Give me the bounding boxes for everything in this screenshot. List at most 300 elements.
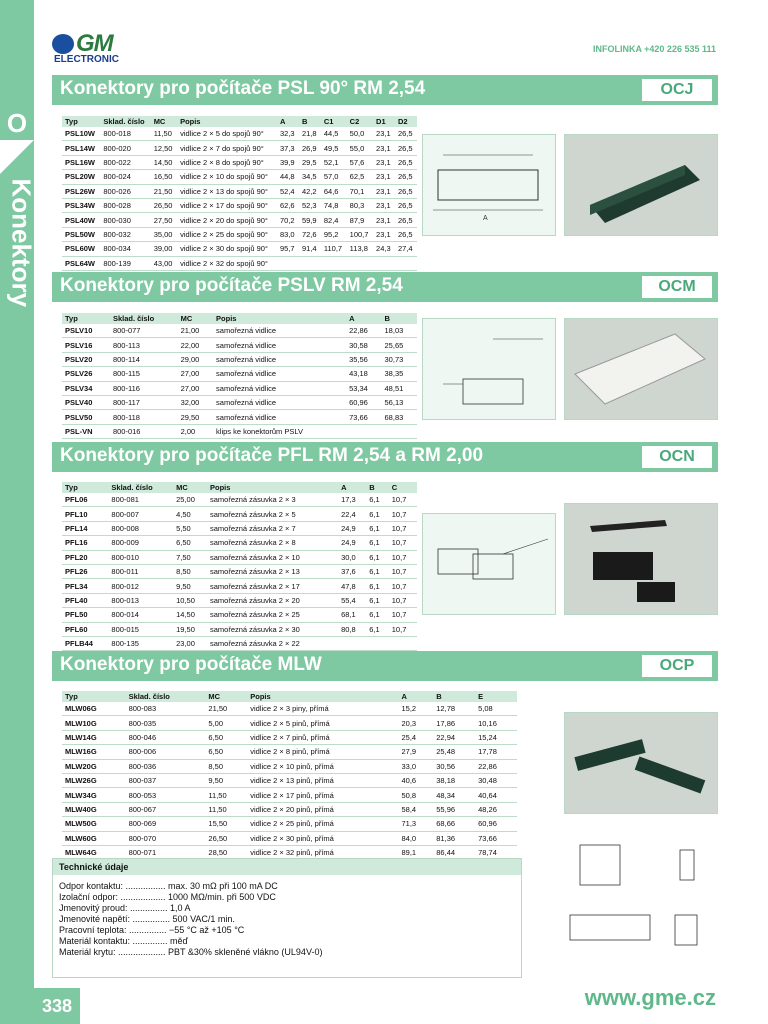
table-cell: 11,50 bbox=[205, 788, 247, 802]
table-cell: MLW20G bbox=[62, 759, 126, 773]
table-cell: 6,1 bbox=[366, 550, 388, 564]
column-header: Popis bbox=[177, 116, 277, 127]
table-cell: samořezná zásuvka 2 × 3 bbox=[207, 493, 338, 507]
sidebar-letter: O bbox=[6, 108, 28, 138]
table-cell: PSLV40 bbox=[62, 395, 110, 409]
column-header: Typ bbox=[62, 691, 126, 702]
section-banner-psl bbox=[52, 75, 718, 105]
column-header: C bbox=[389, 482, 417, 493]
table-cell: vidlice 2 × 25 pinů, přímá bbox=[247, 817, 398, 831]
table-row bbox=[62, 730, 517, 744]
table-cell: 26,5 bbox=[395, 227, 417, 241]
table-cell: 800-015 bbox=[108, 622, 173, 636]
table-row bbox=[62, 338, 417, 352]
infolinka: INFOLINKA +420 226 535 111 bbox=[593, 44, 716, 54]
table-cell: 73,66 bbox=[346, 410, 381, 424]
table-cell: PFL16 bbox=[62, 536, 108, 550]
table-cell: 10,7 bbox=[389, 507, 417, 521]
table-cell: 10,7 bbox=[389, 608, 417, 622]
section-banner-pslv bbox=[52, 272, 718, 302]
table-cell: samořezná zásuvka 2 × 20 bbox=[207, 593, 338, 607]
table-cell: 2,00 bbox=[178, 424, 213, 438]
table-cell: 86,44 bbox=[433, 845, 475, 859]
table-cell bbox=[321, 256, 347, 270]
table-row bbox=[62, 564, 417, 578]
table-cell: 800-114 bbox=[110, 352, 178, 366]
table-cell: 30,73 bbox=[382, 352, 417, 366]
table-cell: 110,7 bbox=[321, 242, 347, 256]
table-cell: 12,78 bbox=[433, 702, 475, 716]
table-cell: 40,64 bbox=[475, 788, 517, 802]
table-cell: 95,7 bbox=[277, 242, 299, 256]
table-cell: 44,5 bbox=[321, 127, 347, 141]
table-cell: 39,9 bbox=[277, 155, 299, 169]
table-cell: PFL20 bbox=[62, 550, 108, 564]
table-cell: 10,7 bbox=[389, 521, 417, 535]
table-cell: 91,4 bbox=[299, 242, 321, 256]
table-cell bbox=[277, 256, 299, 270]
table-cell: 12,50 bbox=[151, 141, 177, 155]
table-cell: 64,6 bbox=[321, 184, 347, 198]
table-cell: vidlice 2 × 30 do spojů 90° bbox=[177, 242, 277, 256]
column-header: B bbox=[382, 313, 417, 324]
table-cell: PFLB44 bbox=[62, 636, 108, 650]
table-cell: 800-070 bbox=[126, 831, 206, 845]
table-row bbox=[62, 817, 517, 831]
table-cell: 6,50 bbox=[173, 536, 207, 550]
table-cell: samořezná zásuvka 2 × 10 bbox=[207, 550, 338, 564]
table-cell: 37,3 bbox=[277, 141, 299, 155]
table-cell: 5,08 bbox=[475, 702, 517, 716]
table-cell: 6,1 bbox=[366, 493, 388, 507]
table-cell: PSLV10 bbox=[62, 324, 110, 338]
table-cell: 15,2 bbox=[398, 702, 433, 716]
table-row bbox=[62, 622, 417, 636]
table-cell: PSL-VN bbox=[62, 424, 110, 438]
table-cell: PFL60 bbox=[62, 622, 108, 636]
table-header-row bbox=[62, 482, 417, 493]
column-header: MC bbox=[151, 116, 177, 127]
table-row bbox=[62, 242, 417, 256]
table-cell: 26,5 bbox=[395, 213, 417, 227]
drawing-pslv bbox=[422, 318, 556, 420]
table-row bbox=[62, 198, 417, 212]
website-link[interactable]: www.gme.cz bbox=[584, 985, 716, 1010]
drawing-pfl bbox=[422, 513, 556, 615]
logo bbox=[52, 30, 142, 70]
table-cell: samořezná zásuvka 2 × 5 bbox=[207, 507, 338, 521]
section-code: OCJ bbox=[642, 79, 712, 101]
sidebar bbox=[0, 0, 37, 1024]
photo-mlw bbox=[564, 712, 718, 814]
table-cell: 800-024 bbox=[100, 170, 150, 184]
table-cell: 53,34 bbox=[346, 381, 381, 395]
table-cell: 49,5 bbox=[321, 141, 347, 155]
table-row bbox=[62, 831, 517, 845]
table-cell: 800-053 bbox=[126, 788, 206, 802]
table-cell bbox=[338, 636, 366, 650]
table-row bbox=[62, 352, 417, 366]
table-cell: 14,50 bbox=[151, 155, 177, 169]
table-cell: 113,8 bbox=[347, 242, 373, 256]
table-cell: PFL40 bbox=[62, 593, 108, 607]
table-cell: samořezná vidlice bbox=[213, 367, 346, 381]
table-cell: 60,96 bbox=[475, 817, 517, 831]
column-header: Sklad. číslo bbox=[110, 313, 178, 324]
table-cell: PSLV50 bbox=[62, 410, 110, 424]
table-cell: 20,3 bbox=[398, 716, 433, 730]
table-row bbox=[62, 536, 417, 550]
table-cell bbox=[395, 256, 417, 270]
column-header: Sklad. číslo bbox=[108, 482, 173, 493]
table-cell: 30,56 bbox=[433, 759, 475, 773]
drawing-mlw bbox=[540, 835, 716, 965]
table-cell: 23,1 bbox=[373, 213, 395, 227]
column-header: A bbox=[346, 313, 381, 324]
table-cell: 30,58 bbox=[346, 338, 381, 352]
technical-data-title: Technické údaje bbox=[53, 859, 521, 875]
column-header: D2 bbox=[395, 116, 417, 127]
table-cell: 80,8 bbox=[338, 622, 366, 636]
tech-row: Materiál krytu: ................... PBT &30% skleněné vlákno (UL94V-0) bbox=[59, 947, 323, 957]
table-cell: 27,00 bbox=[178, 381, 213, 395]
table-cell: 800-035 bbox=[126, 716, 206, 730]
table-cell: 81,36 bbox=[433, 831, 475, 845]
column-header: C1 bbox=[321, 116, 347, 127]
table-cell: vidlice 2 × 30 pinů, přímá bbox=[247, 831, 398, 845]
table-cell: 800-028 bbox=[100, 198, 150, 212]
table-cell: 68,1 bbox=[338, 608, 366, 622]
table-cell: 800-013 bbox=[108, 593, 173, 607]
table-cell: 70,1 bbox=[347, 184, 373, 198]
table-cell: PFL26 bbox=[62, 564, 108, 578]
table-cell: 800-118 bbox=[110, 410, 178, 424]
section-title: Konektory pro počítače PSL 90° RM 2,54 bbox=[60, 78, 426, 99]
table-cell: 800-037 bbox=[126, 773, 206, 787]
table-cell: 11,50 bbox=[205, 802, 247, 816]
table-cell: vidlice 2 × 25 do spojů 90° bbox=[177, 227, 277, 241]
table-cell: 73,66 bbox=[475, 831, 517, 845]
photo-pfl bbox=[564, 503, 718, 615]
table-cell: 30,0 bbox=[338, 550, 366, 564]
table-cell: 800-135 bbox=[108, 636, 173, 650]
table-cell: 100,7 bbox=[347, 227, 373, 241]
table-row bbox=[62, 227, 417, 241]
table-row bbox=[62, 184, 417, 198]
table-cell: MLW16G bbox=[62, 745, 126, 759]
table-cell: vidlice 2 × 13 do spojů 90° bbox=[177, 184, 277, 198]
table-cell: 800-020 bbox=[100, 141, 150, 155]
table-cell: samořezná vidlice bbox=[213, 352, 346, 366]
table-cell: 35,56 bbox=[346, 352, 381, 366]
column-header: A bbox=[338, 482, 366, 493]
table-cell: 800-067 bbox=[126, 802, 206, 816]
table-cell: 27,4 bbox=[395, 242, 417, 256]
table-row bbox=[62, 802, 517, 816]
table-row bbox=[62, 550, 417, 564]
table-cell: 55,0 bbox=[347, 141, 373, 155]
table-cell: 17,3 bbox=[338, 493, 366, 507]
table-row bbox=[62, 493, 417, 507]
column-header: Typ bbox=[62, 116, 100, 127]
table-cell: 800-113 bbox=[110, 338, 178, 352]
table-cell: 800-077 bbox=[110, 324, 178, 338]
table-cell: 800-071 bbox=[126, 845, 206, 859]
table-cell: 800-008 bbox=[108, 521, 173, 535]
table-cell: vidlice 2 × 10 pinů, přímá bbox=[247, 759, 398, 773]
column-header: C2 bbox=[347, 116, 373, 127]
table-row bbox=[62, 395, 417, 409]
table-cell: 15,50 bbox=[205, 817, 247, 831]
table-row bbox=[62, 507, 417, 521]
table-row bbox=[62, 127, 417, 141]
table-cell: 43,18 bbox=[346, 367, 381, 381]
column-header: B bbox=[366, 482, 388, 493]
table-cell: 800-081 bbox=[108, 493, 173, 507]
table-cell: 10,7 bbox=[389, 493, 417, 507]
table-cell: 15,24 bbox=[475, 730, 517, 744]
table-row bbox=[62, 381, 417, 395]
table-row bbox=[62, 716, 517, 730]
table-cell: 6,1 bbox=[366, 579, 388, 593]
table-cell: 6,50 bbox=[205, 730, 247, 744]
table-cell: 26,50 bbox=[151, 198, 177, 212]
table-cell: 24,9 bbox=[338, 521, 366, 535]
table-row bbox=[62, 424, 417, 438]
table-cell: samořezná zásuvka 2 × 7 bbox=[207, 521, 338, 535]
table-row bbox=[62, 702, 517, 716]
table-cell: vidlice 2 × 17 do spojů 90° bbox=[177, 198, 277, 212]
table-cell: 4,50 bbox=[173, 507, 207, 521]
table-row bbox=[62, 367, 417, 381]
photo-pslv bbox=[564, 318, 718, 420]
table-cell: 42,2 bbox=[299, 184, 321, 198]
table-header-row bbox=[62, 116, 417, 127]
table-cell: 10,7 bbox=[389, 579, 417, 593]
table-row bbox=[62, 324, 417, 338]
table-cell: 52,4 bbox=[277, 184, 299, 198]
table-row bbox=[62, 773, 517, 787]
table-cell: 68,66 bbox=[433, 817, 475, 831]
table-cell: 48,51 bbox=[382, 381, 417, 395]
table-header-row bbox=[62, 313, 417, 324]
table-cell: samořezná vidlice bbox=[213, 338, 346, 352]
table-cell: MLW60G bbox=[62, 831, 126, 845]
section-code: OCP bbox=[642, 655, 712, 677]
table-cell: 29,5 bbox=[299, 155, 321, 169]
table-cell: 87,9 bbox=[347, 213, 373, 227]
table-cell: 27,50 bbox=[151, 213, 177, 227]
table-cell: 9,50 bbox=[173, 579, 207, 593]
table-cell: 50,0 bbox=[347, 127, 373, 141]
table-cell: 10,50 bbox=[173, 593, 207, 607]
tech-row: Odpor kontaktu: ................ max. 30 mΩ při 100 mA DC bbox=[59, 881, 278, 891]
table-cell: 78,74 bbox=[475, 845, 517, 859]
table-cell: 22,94 bbox=[433, 730, 475, 744]
table-row bbox=[62, 759, 517, 773]
table-cell: vidlice 2 × 20 do spojů 90° bbox=[177, 213, 277, 227]
table-cell: 800-116 bbox=[110, 381, 178, 395]
table-cell: 35,00 bbox=[151, 227, 177, 241]
column-header: MC bbox=[178, 313, 213, 324]
table-cell: vidlice 2 × 5 pinů, přímá bbox=[247, 716, 398, 730]
table-cell: 52,3 bbox=[299, 198, 321, 212]
table-cell: 6,1 bbox=[366, 622, 388, 636]
table-cell: PSLV20 bbox=[62, 352, 110, 366]
logo-subtext: ELECTRONIC bbox=[54, 54, 119, 65]
table-cell: klips ke konektorům PSLV bbox=[213, 424, 346, 438]
section-title: Konektory pro počítače MLW bbox=[60, 654, 322, 675]
table-cell: PSLV34 bbox=[62, 381, 110, 395]
table-cell: 39,00 bbox=[151, 242, 177, 256]
table-row bbox=[62, 788, 517, 802]
table-cell: 6,1 bbox=[366, 507, 388, 521]
table-cell: 25,48 bbox=[433, 745, 475, 759]
table-cell: 800-011 bbox=[108, 564, 173, 578]
table-cell: 83,0 bbox=[277, 227, 299, 241]
table-cell: 23,00 bbox=[173, 636, 207, 650]
table-cell: 70,2 bbox=[277, 213, 299, 227]
table-cell: PSL60W bbox=[62, 242, 100, 256]
table-cell: 16,50 bbox=[151, 170, 177, 184]
table-cell: samořezná vidlice bbox=[213, 395, 346, 409]
table-cell: vidlice 2 × 17 pinů, přímá bbox=[247, 788, 398, 802]
table-cell: 28,50 bbox=[205, 845, 247, 859]
table-cell bbox=[299, 256, 321, 270]
table-cell: 6,1 bbox=[366, 536, 388, 550]
table-cell: 800-016 bbox=[110, 424, 178, 438]
table-cell: 47,8 bbox=[338, 579, 366, 593]
table-cell: PSL26W bbox=[62, 184, 100, 198]
table-cell: MLW14G bbox=[62, 730, 126, 744]
table-cell: 50,8 bbox=[398, 788, 433, 802]
table-cell: 11,50 bbox=[151, 127, 177, 141]
table-cell: samořezná zásuvka 2 × 30 bbox=[207, 622, 338, 636]
section-banner-mlw bbox=[52, 651, 718, 681]
table-cell: 800-032 bbox=[100, 227, 150, 241]
table-cell: 68,83 bbox=[382, 410, 417, 424]
table-cell: 25,65 bbox=[382, 338, 417, 352]
table-cell: 10,7 bbox=[389, 564, 417, 578]
table-cell: samořezná vidlice bbox=[213, 381, 346, 395]
table-cell bbox=[347, 256, 373, 270]
column-header: E bbox=[475, 691, 517, 702]
table-cell: 25,00 bbox=[173, 493, 207, 507]
table-cell: samořezná zásuvka 2 × 17 bbox=[207, 579, 338, 593]
tech-row: Izolační odpor: .................. 1000 MΩ/min. při 500 VDC bbox=[59, 892, 276, 902]
table-cell: 800-083 bbox=[126, 702, 206, 716]
table-cell: 62,5 bbox=[347, 170, 373, 184]
column-header: A bbox=[277, 116, 299, 127]
table-cell: PFL50 bbox=[62, 608, 108, 622]
table-cell: 800-012 bbox=[108, 579, 173, 593]
column-header: MC bbox=[205, 691, 247, 702]
table-cell: 43,00 bbox=[151, 256, 177, 270]
table-cell: vidlice 2 × 7 do spojů 90° bbox=[177, 141, 277, 155]
table-cell: 22,00 bbox=[178, 338, 213, 352]
table-cell: 55,4 bbox=[338, 593, 366, 607]
column-header: A bbox=[398, 691, 433, 702]
table-cell: 26,5 bbox=[395, 184, 417, 198]
table-cell: MLW26G bbox=[62, 773, 126, 787]
column-header: Sklad. číslo bbox=[126, 691, 206, 702]
table-cell: 10,16 bbox=[475, 716, 517, 730]
table-cell: 800-036 bbox=[126, 759, 206, 773]
tech-row: Materiál kontaktu: .............. měď bbox=[59, 936, 189, 946]
table-cell: PSLV26 bbox=[62, 367, 110, 381]
column-header: Popis bbox=[207, 482, 338, 493]
tech-row: Jmenovitý proud: ............... 1,0 A bbox=[59, 903, 191, 913]
table-cell: samořezná zásuvka 2 × 8 bbox=[207, 536, 338, 550]
table-cell: 24,3 bbox=[373, 242, 395, 256]
table-cell: 17,86 bbox=[433, 716, 475, 730]
table-row bbox=[62, 608, 417, 622]
table-cell: 48,26 bbox=[475, 802, 517, 816]
table-cell: MLW50G bbox=[62, 817, 126, 831]
table-cell: 24,9 bbox=[338, 536, 366, 550]
table-cell bbox=[366, 636, 388, 650]
table-cell: 57,6 bbox=[347, 155, 373, 169]
table-row bbox=[62, 636, 417, 650]
table-cell: 37,6 bbox=[338, 564, 366, 578]
table-cell: 5,00 bbox=[205, 716, 247, 730]
table-cell: 800-069 bbox=[126, 817, 206, 831]
table-mlw bbox=[62, 691, 517, 860]
table-cell: 6,50 bbox=[205, 745, 247, 759]
column-header: MC bbox=[173, 482, 207, 493]
table-cell: 18,03 bbox=[382, 324, 417, 338]
table-cell: 10,7 bbox=[389, 622, 417, 636]
table-cell: MLW40G bbox=[62, 802, 126, 816]
table-cell bbox=[346, 424, 381, 438]
table-row bbox=[62, 141, 417, 155]
table-cell: PSL20W bbox=[62, 170, 100, 184]
table-cell: 21,8 bbox=[299, 127, 321, 141]
table-cell: PSL16W bbox=[62, 155, 100, 169]
table-cell: 38,18 bbox=[433, 773, 475, 787]
table-cell bbox=[373, 256, 395, 270]
table-cell: 89,1 bbox=[398, 845, 433, 859]
table-cell: PSL50W bbox=[62, 227, 100, 241]
table-cell: vidlice 2 × 8 pinů, přímá bbox=[247, 745, 398, 759]
table-cell: MLW64G bbox=[62, 845, 126, 859]
table-cell: 800-010 bbox=[108, 550, 173, 564]
table-cell: samořezná zásuvka 2 × 25 bbox=[207, 608, 338, 622]
tech-row: Jmenovité napětí: ............... 500 VAC/1 min. bbox=[59, 914, 235, 924]
table-cell: MLW06G bbox=[62, 702, 126, 716]
table-cell: vidlice 2 × 32 do spojů 90° bbox=[177, 256, 277, 270]
column-header: Typ bbox=[62, 313, 110, 324]
table-cell: MLW10G bbox=[62, 716, 126, 730]
photo-psl bbox=[564, 134, 718, 236]
table-cell: 26,50 bbox=[205, 831, 247, 845]
table-cell: 32,3 bbox=[277, 127, 299, 141]
table-cell: MLW34G bbox=[62, 788, 126, 802]
table-cell: 55,96 bbox=[433, 802, 475, 816]
table-cell: 26,5 bbox=[395, 170, 417, 184]
table-cell: 800-007 bbox=[108, 507, 173, 521]
table-cell: samořezná vidlice bbox=[213, 324, 346, 338]
table-cell: 32,00 bbox=[178, 395, 213, 409]
column-header: Typ bbox=[62, 482, 108, 493]
table-cell: 22,86 bbox=[475, 759, 517, 773]
table-cell: 34,5 bbox=[299, 170, 321, 184]
table-cell: 72,6 bbox=[299, 227, 321, 241]
table-cell: 52,1 bbox=[321, 155, 347, 169]
table-cell: 82,4 bbox=[321, 213, 347, 227]
table-cell: 800-014 bbox=[108, 608, 173, 622]
table-cell: 22,4 bbox=[338, 507, 366, 521]
